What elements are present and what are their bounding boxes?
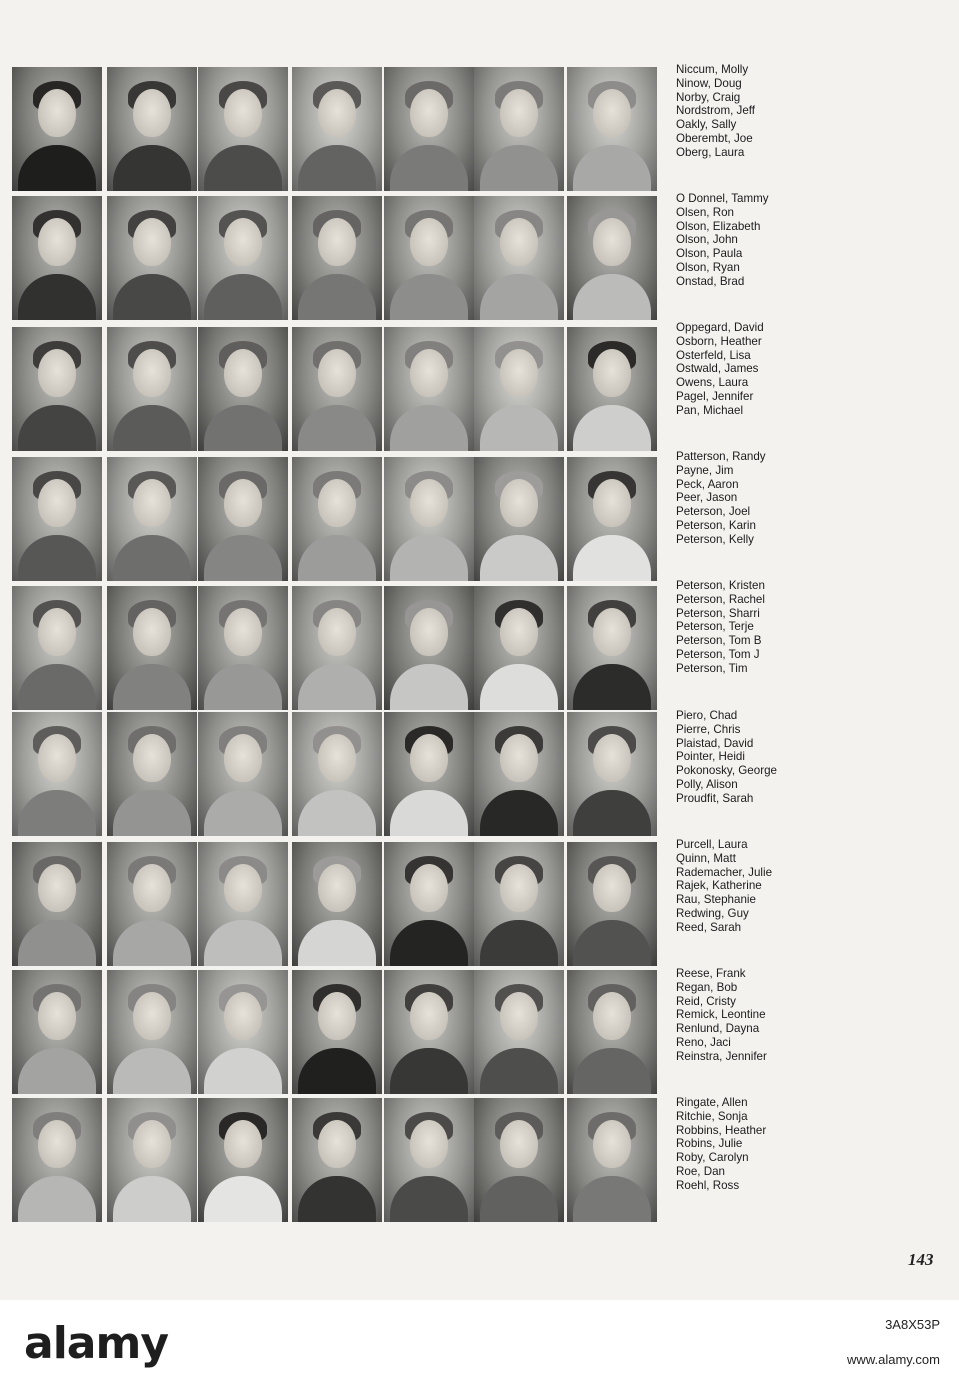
student-portrait xyxy=(107,970,197,1094)
portrait-clothing xyxy=(390,274,468,320)
portrait-face xyxy=(318,608,356,656)
portrait-clothing xyxy=(204,1048,282,1094)
portrait-face xyxy=(410,89,448,137)
portrait-clothing xyxy=(113,920,191,966)
student-name: Remick, Leontine xyxy=(676,1008,766,1022)
portrait-clothing xyxy=(480,790,558,836)
portrait-clothing xyxy=(204,790,282,836)
portrait-face xyxy=(500,1120,538,1168)
student-portrait xyxy=(292,67,382,191)
student-portrait xyxy=(474,196,564,320)
student-name: Payne, Jim xyxy=(676,463,734,477)
student-portrait xyxy=(198,327,288,451)
student-portrait xyxy=(12,196,102,320)
portrait-clothing xyxy=(390,535,468,581)
portrait-clothing xyxy=(480,274,558,320)
portrait-clothing xyxy=(18,145,96,191)
student-name: Plaistad, David xyxy=(676,736,754,750)
portrait-clothing xyxy=(204,664,282,710)
portrait-clothing xyxy=(480,1176,558,1222)
student-portrait xyxy=(198,842,288,966)
page-number: 143 xyxy=(908,1250,934,1269)
student-name: Peterson, Karin xyxy=(676,518,756,532)
student-name: Oberg, Laura xyxy=(676,145,745,159)
portrait-clothing xyxy=(298,1176,376,1222)
portrait-face xyxy=(224,1120,262,1168)
portrait-face xyxy=(410,734,448,782)
portrait-row xyxy=(12,327,662,453)
portrait-face xyxy=(224,992,262,1040)
student-portrait xyxy=(198,1098,288,1222)
student-portrait xyxy=(474,586,564,710)
watermark-logo: alamy xyxy=(24,1318,168,1369)
portrait-clothing xyxy=(390,1048,468,1094)
student-name: Peterson, Kristen xyxy=(676,579,765,592)
portrait-face xyxy=(224,608,262,656)
portrait-face xyxy=(500,992,538,1040)
portrait-face xyxy=(38,608,76,656)
student-portrait xyxy=(292,712,382,836)
portrait-face xyxy=(224,349,262,397)
portrait-face xyxy=(133,349,171,397)
portrait-clothing xyxy=(390,1176,468,1222)
student-name: Pan, Michael xyxy=(676,403,744,417)
student-portrait xyxy=(12,1098,102,1222)
student-portrait xyxy=(292,586,382,710)
student-name: Proudfit, Sarah xyxy=(676,791,754,805)
portrait-clothing xyxy=(113,535,191,581)
student-portrait xyxy=(567,842,657,966)
portrait-clothing xyxy=(204,535,282,581)
name-list xyxy=(676,967,826,1064)
portrait-clothing xyxy=(390,920,468,966)
student-name: Peterson, Tom B xyxy=(676,634,762,648)
portrait-face xyxy=(224,734,262,782)
portrait-clothing xyxy=(204,145,282,191)
portrait-face xyxy=(224,864,262,912)
portrait-face xyxy=(500,734,538,782)
portrait-clothing xyxy=(113,1048,191,1094)
portrait-face xyxy=(38,734,76,782)
portrait-face xyxy=(410,479,448,527)
portrait-clothing xyxy=(204,405,282,451)
student-name: Polly, Alison xyxy=(676,777,738,791)
portrait-clothing xyxy=(573,790,651,836)
student-name: Reed, Sarah xyxy=(676,920,742,934)
portrait-clothing xyxy=(573,664,651,710)
portrait-face xyxy=(500,349,538,397)
student-name: Robins, Julie xyxy=(676,1137,743,1151)
student-portrait xyxy=(567,970,657,1094)
portrait-clothing xyxy=(18,920,96,966)
student-name: Peterson, Tim xyxy=(676,661,748,675)
student-name: Pokonosky, George xyxy=(676,764,777,778)
portrait-face xyxy=(133,479,171,527)
student-name: Roby, Carolyn xyxy=(676,1151,749,1165)
portrait-face xyxy=(500,218,538,266)
portrait-face xyxy=(133,608,171,656)
name-list xyxy=(676,709,826,806)
student-name: Peer, Jason xyxy=(676,491,738,505)
student-name: Robbins, Heather xyxy=(676,1123,767,1137)
student-name: Peterson, Tom J xyxy=(676,647,760,661)
student-portrait xyxy=(107,67,197,191)
student-portrait xyxy=(198,970,288,1094)
student-portrait xyxy=(198,586,288,710)
student-name: Olson, John xyxy=(676,233,738,247)
portrait-clothing xyxy=(18,535,96,581)
student-name: Reno, Jaci xyxy=(676,1035,731,1049)
portrait-face xyxy=(410,608,448,656)
student-portrait xyxy=(384,196,474,320)
student-name: Renlund, Dayna xyxy=(676,1022,760,1036)
portrait-clothing xyxy=(113,1176,191,1222)
student-portrait xyxy=(384,712,474,836)
portrait-clothing xyxy=(113,274,191,320)
student-portrait xyxy=(384,457,474,581)
student-portrait xyxy=(12,970,102,1094)
student-name: Roehl, Ross xyxy=(676,1178,740,1192)
student-portrait xyxy=(474,67,564,191)
portrait-row xyxy=(12,970,662,1096)
portrait-clothing xyxy=(298,1048,376,1094)
portrait-face xyxy=(318,218,356,266)
portrait-clothing xyxy=(18,1176,96,1222)
student-portrait xyxy=(292,970,382,1094)
portrait-face xyxy=(133,992,171,1040)
portrait-clothing xyxy=(480,405,558,451)
portrait-clothing xyxy=(480,664,558,710)
student-portrait xyxy=(474,1098,564,1222)
name-list xyxy=(676,450,826,547)
portrait-face xyxy=(38,992,76,1040)
name-list xyxy=(676,838,826,935)
watermark-url: www.alamy.com xyxy=(847,1352,940,1367)
student-portrait xyxy=(567,327,657,451)
portrait-row xyxy=(12,67,662,193)
student-portrait xyxy=(12,327,102,451)
portrait-clothing xyxy=(113,790,191,836)
student-portrait xyxy=(107,1098,197,1222)
student-name: O Donnel, Tammy xyxy=(676,192,769,205)
student-name: Ostwald, James xyxy=(676,362,759,376)
student-portrait xyxy=(292,842,382,966)
student-name: Quinn, Matt xyxy=(676,851,736,865)
student-name: Olson, Ryan xyxy=(676,260,740,274)
portrait-face xyxy=(500,864,538,912)
student-portrait xyxy=(292,457,382,581)
student-portrait xyxy=(107,712,197,836)
portrait-row xyxy=(12,1098,662,1224)
student-portrait xyxy=(107,196,197,320)
portrait-face xyxy=(593,218,631,266)
portrait-clothing xyxy=(573,920,651,966)
student-name: Reese, Frank xyxy=(676,967,746,980)
portrait-face xyxy=(224,89,262,137)
student-portrait xyxy=(384,67,474,191)
portrait-face xyxy=(500,89,538,137)
student-name: Rajek, Katherine xyxy=(676,879,762,893)
student-name: Pointer, Heidi xyxy=(676,750,745,764)
student-name: Roe, Dan xyxy=(676,1164,725,1178)
student-name: Oberembt, Joe xyxy=(676,131,753,145)
student-name: Owens, Laura xyxy=(676,376,749,390)
portrait-clothing xyxy=(390,405,468,451)
portrait-clothing xyxy=(113,145,191,191)
portrait-clothing xyxy=(480,920,558,966)
student-portrait xyxy=(198,67,288,191)
student-portrait xyxy=(384,327,474,451)
portrait-clothing xyxy=(390,790,468,836)
student-portrait xyxy=(107,586,197,710)
portrait-row xyxy=(12,712,662,838)
student-portrait xyxy=(567,1098,657,1222)
portrait-row xyxy=(12,586,662,712)
portrait-face xyxy=(410,992,448,1040)
portrait-clothing xyxy=(204,274,282,320)
student-portrait xyxy=(567,457,657,581)
student-portrait xyxy=(198,457,288,581)
portrait-clothing xyxy=(573,1176,651,1222)
watermark-image-id: 3A8X53P xyxy=(885,1317,940,1332)
name-list xyxy=(676,321,826,418)
portrait-face xyxy=(38,218,76,266)
portrait-face xyxy=(133,734,171,782)
name-list xyxy=(676,579,826,676)
portrait-face xyxy=(318,992,356,1040)
student-portrait xyxy=(384,970,474,1094)
student-portrait xyxy=(384,586,474,710)
portrait-row xyxy=(12,196,662,322)
student-name: Rau, Stephanie xyxy=(676,893,756,907)
portrait-face xyxy=(318,479,356,527)
student-name: Peterson, Terje xyxy=(676,620,754,634)
portrait-clothing xyxy=(204,1176,282,1222)
portrait-face xyxy=(38,864,76,912)
portrait-face xyxy=(133,1120,171,1168)
student-name: Peck, Aaron xyxy=(676,477,739,491)
portrait-clothing xyxy=(298,920,376,966)
student-portrait xyxy=(107,457,197,581)
portrait-clothing xyxy=(113,664,191,710)
name-list xyxy=(676,63,826,160)
student-name: Oakly, Sally xyxy=(676,118,737,132)
student-name: Peterson, Kelly xyxy=(676,532,754,546)
portrait-clothing xyxy=(390,145,468,191)
student-name: Osterfeld, Lisa xyxy=(676,348,751,362)
portrait-face xyxy=(593,734,631,782)
portrait-clothing xyxy=(298,535,376,581)
portrait-clothing xyxy=(18,274,96,320)
student-name: Ninow, Doug xyxy=(676,76,742,90)
portrait-face xyxy=(38,89,76,137)
portrait-clothing xyxy=(18,664,96,710)
student-name: Niccum, Molly xyxy=(676,63,749,76)
student-portrait xyxy=(198,196,288,320)
portrait-face xyxy=(318,734,356,782)
student-portrait xyxy=(198,712,288,836)
portrait-clothing xyxy=(298,145,376,191)
student-portrait xyxy=(474,327,564,451)
portrait-face xyxy=(38,349,76,397)
portrait-face xyxy=(593,992,631,1040)
portrait-face xyxy=(318,349,356,397)
student-name: Nordstrom, Jeff xyxy=(676,104,756,118)
portrait-face xyxy=(410,864,448,912)
portrait-row xyxy=(12,842,662,968)
student-portrait xyxy=(12,67,102,191)
portrait-face xyxy=(133,218,171,266)
portrait-face xyxy=(410,1120,448,1168)
portrait-clothing xyxy=(18,790,96,836)
student-name: Oppegard, David xyxy=(676,321,764,334)
student-portrait xyxy=(474,712,564,836)
name-list xyxy=(676,192,826,289)
student-name: Patterson, Randy xyxy=(676,450,766,463)
portrait-face xyxy=(593,479,631,527)
portrait-clothing xyxy=(480,1048,558,1094)
portrait-clothing xyxy=(573,535,651,581)
student-portrait xyxy=(474,457,564,581)
portrait-clothing xyxy=(18,1048,96,1094)
student-portrait xyxy=(567,196,657,320)
student-name: Pagel, Jennifer xyxy=(676,389,754,403)
name-list xyxy=(676,1096,826,1193)
student-name: Ringate, Allen xyxy=(676,1096,748,1109)
student-portrait xyxy=(292,327,382,451)
portrait-face xyxy=(500,479,538,527)
portrait-clothing xyxy=(298,664,376,710)
student-portrait xyxy=(567,586,657,710)
student-portrait xyxy=(12,842,102,966)
portrait-clothing xyxy=(390,664,468,710)
student-name: Reinstra, Jennifer xyxy=(676,1049,767,1063)
student-portrait xyxy=(12,586,102,710)
student-name: Rademacher, Julie xyxy=(676,865,773,879)
student-portrait xyxy=(12,712,102,836)
portrait-clothing xyxy=(298,274,376,320)
student-name: Reid, Cristy xyxy=(676,994,736,1008)
student-portrait xyxy=(474,970,564,1094)
student-portrait xyxy=(107,842,197,966)
portrait-face xyxy=(38,1120,76,1168)
student-portrait xyxy=(474,842,564,966)
student-name: Olson, Elizabeth xyxy=(676,219,761,233)
portrait-face xyxy=(133,89,171,137)
student-name: Olsen, Ron xyxy=(676,205,734,219)
portrait-clothing xyxy=(18,405,96,451)
portrait-face xyxy=(38,479,76,527)
portrait-face xyxy=(318,1120,356,1168)
student-name: Redwing, Guy xyxy=(676,906,749,920)
portrait-face xyxy=(318,89,356,137)
portrait-clothing xyxy=(113,405,191,451)
portrait-clothing xyxy=(480,535,558,581)
portrait-face xyxy=(410,218,448,266)
student-name: Osborn, Heather xyxy=(676,334,762,348)
portrait-clothing xyxy=(298,405,376,451)
student-name: Pierre, Chris xyxy=(676,722,741,736)
student-portrait xyxy=(12,457,102,581)
student-name: Onstad, Brad xyxy=(676,274,745,288)
portrait-face xyxy=(410,349,448,397)
portrait-face xyxy=(318,864,356,912)
portrait-clothing xyxy=(298,790,376,836)
portrait-face xyxy=(593,864,631,912)
student-portrait xyxy=(292,196,382,320)
portrait-clothing xyxy=(480,145,558,191)
student-name: Olson, Paula xyxy=(676,247,743,261)
student-name: Ritchie, Sonja xyxy=(676,1109,748,1123)
portrait-face xyxy=(224,218,262,266)
student-portrait xyxy=(384,842,474,966)
student-name: Norby, Craig xyxy=(676,90,741,104)
portrait-face xyxy=(593,349,631,397)
student-name: Regan, Bob xyxy=(676,980,738,994)
portrait-face xyxy=(500,608,538,656)
portrait-row xyxy=(12,457,662,583)
portrait-clothing xyxy=(573,274,651,320)
portrait-clothing xyxy=(573,1048,651,1094)
portrait-face xyxy=(593,608,631,656)
student-portrait xyxy=(107,327,197,451)
portrait-face xyxy=(593,1120,631,1168)
student-name: Piero, Chad xyxy=(676,709,738,722)
portrait-face xyxy=(224,479,262,527)
student-name: Peterson, Sharri xyxy=(676,606,760,620)
student-name: Purcell, Laura xyxy=(676,838,748,851)
student-portrait xyxy=(384,1098,474,1222)
student-name: Peterson, Rachel xyxy=(676,592,765,606)
portrait-clothing xyxy=(204,920,282,966)
portrait-clothing xyxy=(573,145,651,191)
student-portrait xyxy=(567,67,657,191)
portrait-face xyxy=(133,864,171,912)
student-portrait xyxy=(567,712,657,836)
portrait-face xyxy=(593,89,631,137)
portrait-clothing xyxy=(573,405,651,451)
student-portrait xyxy=(292,1098,382,1222)
student-name: Peterson, Joel xyxy=(676,505,751,519)
